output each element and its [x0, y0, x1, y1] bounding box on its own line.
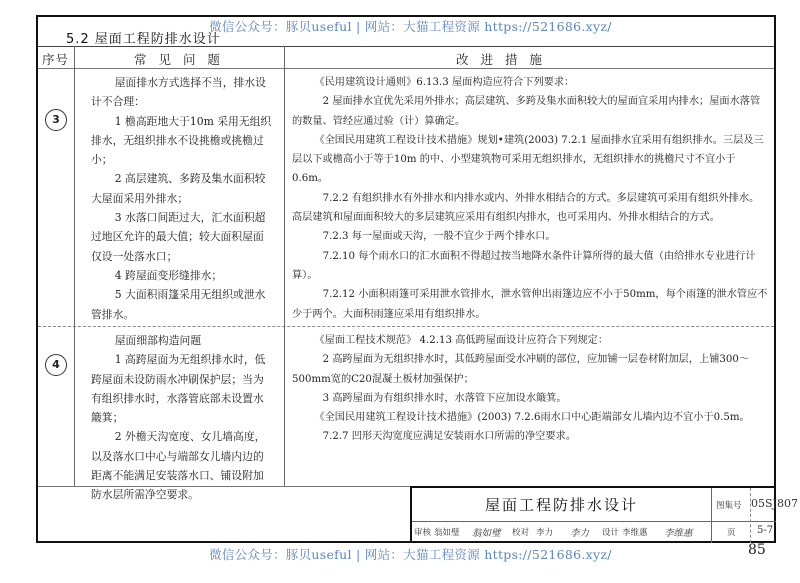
measure-text: 7.2.2 有组织排水有外排水和内排水或内、外排水相结合的方式。多层建筑可采用有组织外排水。高层建筑和屋面面积较大的多层建筑应采用有组织内排水，也可采用内、外排水相结合的方式。	[292, 192, 760, 224]
row-3-measures	[292, 73, 768, 324]
page-number: 85	[748, 542, 766, 558]
divider	[38, 46, 774, 47]
header-seq: 序号	[42, 52, 70, 67]
header-problems: 常 见 问 题	[134, 52, 224, 67]
row-4-problems	[91, 331, 273, 505]
title-block	[410, 486, 798, 543]
row-number-badge: 3	[45, 109, 67, 131]
designer-signature: 李维惠	[664, 528, 693, 539]
problem-text: 1 檐高距地大于10m 采用无组织排水，无组织排水不设挑檐或挑檐过小；	[91, 114, 272, 167]
measure-text: 《屋面工程技术规范》 4.2.13 高低跨屋面设计应符合下列规定：	[314, 335, 609, 346]
designer-name: 李维惠	[622, 528, 648, 538]
measure-text: 《全国民用建筑工程设计技术措施》(2003) 7.2.6雨水口中心距端部女儿墙内边不宜小于0.5m。	[314, 412, 750, 424]
row-3-problems	[91, 73, 273, 324]
atlas-label: 图集号	[716, 501, 742, 511]
problem-text: 1 高跨屋面为无组织排水时，低跨屋面未设防雨水冲刷保护层；当为有组织排水时，水落管底部未设置水簸箕；	[91, 353, 266, 425]
problem-text: 2 高层建筑、多跨及集水面积较大屋面采用外排水；	[91, 172, 266, 205]
divider	[711, 488, 712, 543]
measure-text: 7.2.10 每个雨水口的汇水面积不得超过按当地降水条件计算所得的最大值（由给排水专业进行计算）。	[292, 250, 756, 281]
section-title: 5.2 屋面工程防排水设计	[66, 32, 221, 47]
drawing-frame	[36, 15, 798, 543]
measure-text: 7.2.3 每一屋面或天沟，一般不宜少于两个排水口。	[322, 231, 556, 243]
check-label: 校对	[512, 528, 530, 538]
column-divider	[74, 46, 75, 486]
problem-text: 屋面排水方式选择不当，排水设计不合理：	[91, 76, 266, 109]
problem-text: 3 水落口间距过大，汇水面积超过地区允许的最大值；较大面积屋面仅设一处落水口；	[91, 211, 266, 263]
column-divider	[284, 46, 285, 486]
reviewer-signature: 翁如璧	[472, 528, 501, 539]
measure-text: 《民用建筑设计通则》6.13.3 屋面构造应符合下列要求：	[314, 77, 575, 88]
problem-text: 2 外檐天沟宽度、女儿墙高度，以及落水口中心与端部女儿墙内边的距离不能满足安装落水口、铺设附加防水层所需净空要求。	[91, 430, 266, 502]
design-label: 设计	[602, 528, 620, 538]
reviewer-name: 翁如璧	[434, 528, 460, 538]
problem-text: 5 大面积雨篷采用无组织或泄水管排水。	[91, 288, 266, 321]
row-number-badge: 4	[45, 354, 67, 376]
drawing-title: 屋面工程防排水设计	[484, 496, 638, 514]
measure-text: 3 高跨屋面为有组织排水时，水落管下应加设水簸箕。	[322, 392, 567, 404]
atlas-number: 05SJ807	[751, 497, 798, 510]
measure-text: 《全国民用建筑工程设计技术措施》规划•建筑(2003) 7.2.1 屋面排水宜采用有组织排水。三层及三层以下或檐高小于等于10m 的中、小型建筑物可采用无组织排水，无组织排水的挑檐尺寸不宜小于0.6m。	[292, 134, 764, 185]
measure-text: 7.2.12 小面积雨篷可采用泄水管排水，泄水管伸出雨篷边应不小于50mm，每个雨篷的泄水管应不少于两个。大面积雨篷应采用有组织排水。	[292, 289, 768, 320]
page-label: 页	[727, 528, 736, 538]
problem-text: 4 跨屋面变形缝排水；	[114, 268, 223, 282]
measure-text: 2 屋面排水宜优先采用外排水；高层建筑、多跨及集水面积较大的屋面宜采用内排水；屋面水落管的数量、管经应通过验（计）算确定。	[292, 96, 761, 127]
page-code: 5-7	[757, 525, 774, 536]
watermark-bottom: 微信公众号：豚贝useful | 网站：大猫工程资源 https://521686.xyz/	[209, 547, 612, 562]
watermark-top: 微信公众号：豚贝useful | 网站：大猫工程资源 https://521686.xyz/	[209, 19, 612, 34]
measure-text: 2 高跨屋面为无组织排水时，其低跨屋面受水冲刷的部位，应加铺一层卷材附加层，上铺300～500mm宽的C20混凝土板材加强保护；	[292, 354, 750, 385]
review-label: 审核	[414, 528, 432, 538]
measure-text: 7.2.7 凹形天沟宽度应满足安装雨水口所需的净空要求。	[322, 431, 576, 443]
header-measures: 改 进 措 施	[456, 52, 546, 67]
checker-name: 李力	[536, 528, 554, 538]
row-4-measures	[292, 331, 768, 447]
divider	[38, 326, 774, 327]
checker-signature: 李力	[570, 528, 590, 539]
problem-text: 屋面细部构造问题	[114, 334, 202, 347]
